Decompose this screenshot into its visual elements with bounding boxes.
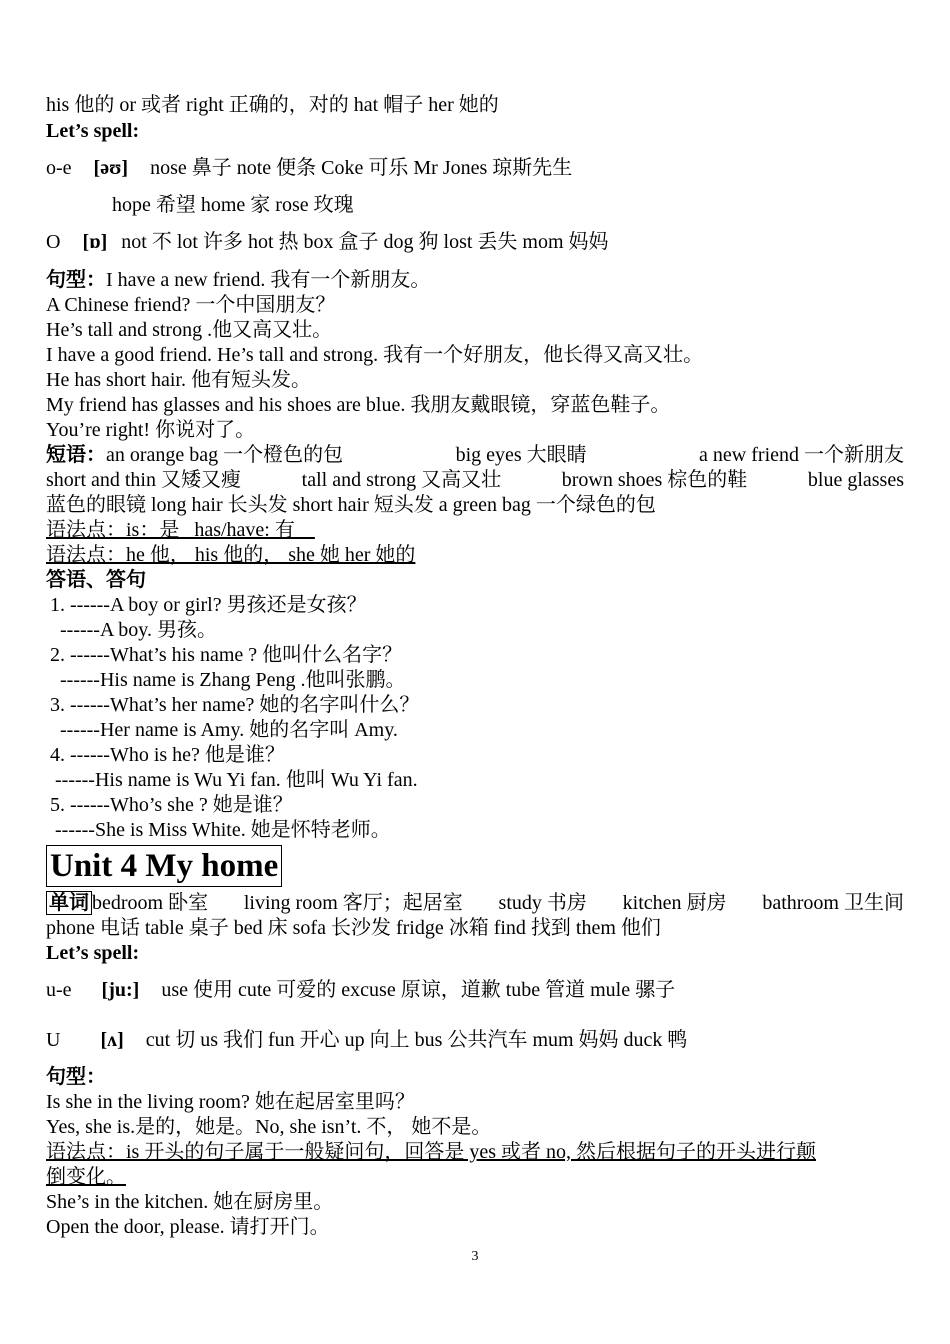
- phrase: big eyes 大眼睛: [455, 444, 587, 466]
- sentence: I have a new friend. 我有一个新朋友。: [106, 269, 431, 291]
- spell-label: o-e: [46, 157, 72, 179]
- lets-spell-heading: Let’s spell:: [46, 120, 140, 142]
- sentence: You’re right! 你说对了。: [46, 419, 256, 441]
- vocab-row: phone 电话 table 桌子 bed 床 sofa 长沙发 fridge 冰箱 find 找到 them 他们: [46, 917, 661, 939]
- grammar-point: 语法点：he 他， his 他的， she 她 her 她的: [46, 544, 416, 566]
- sentence-label: 句型：: [46, 269, 106, 291]
- sentence-row: [46, 268, 430, 293]
- qa-question: 5. ------Who’s she ? 她是谁？: [50, 794, 293, 816]
- vocab-item: bathroom 卫生间: [762, 892, 904, 914]
- phrase-row: 蓝色的眼镜 long hair 长头发 short hair 短头发 a green bag 一个绿色的包: [46, 494, 656, 516]
- spell-words: use 使用 cute 可爱的 excuse 原谅，道歉 tube 管道 mule 骡子: [161, 979, 676, 1001]
- grammar-point: 语法点：is 开头的句子属于一般疑问句，回答是 yes 或者 no, 然后根据句子的开头进行颠: [46, 1141, 816, 1163]
- qa-question: 2. ------What’s his name ? 他叫什么名字？: [50, 644, 403, 666]
- sentence: Open the door, please. 请打开门。: [46, 1216, 330, 1238]
- vocab-item: study 书房: [498, 892, 587, 914]
- spell-row-oe: [46, 156, 572, 181]
- phrase: a new friend 一个新朋友: [699, 444, 904, 466]
- qa-answer: ------Her name is Amy. 她的名字叫 Amy.: [60, 719, 398, 741]
- phonetic: [ʌ]: [100, 1029, 124, 1051]
- phrase-label: 短语：: [46, 444, 106, 466]
- phrase: an orange bag 一个橙色的包: [106, 444, 344, 466]
- spell-label: u-e: [46, 979, 72, 1001]
- lets-spell-heading: Let’s spell:: [46, 942, 140, 964]
- phonetic: [ju:]: [101, 979, 140, 1001]
- phrase-row: [46, 468, 904, 493]
- spell-label: O: [46, 231, 61, 253]
- unit-title: Unit 4 My home: [46, 845, 282, 887]
- spell-label: U: [46, 1029, 61, 1051]
- qa-answer: ------His name is Wu Yi fan. 他叫 Wu Yi fan.: [55, 769, 418, 791]
- phrase: brown shoes 棕色的鞋: [561, 469, 748, 491]
- phrase: tall and strong 又高又壮: [301, 469, 502, 491]
- sentence: He has short hair. 他有短头发。: [46, 369, 311, 391]
- spell-words-continued: hope 希望 home 家 rose 玫瑰: [112, 194, 354, 216]
- vocab-row: [46, 891, 904, 916]
- sentence-label: 句型：: [46, 1066, 106, 1088]
- sentence: My friend has glasses and his shoes are blue. 我朋友戴眼镜，穿蓝色鞋子。: [46, 394, 671, 416]
- qa-question: 1. ------A boy or girl? 男孩还是女孩？: [50, 594, 367, 616]
- qa-answer: ------She is Miss White. 她是怀特老师。: [55, 819, 391, 841]
- qa-heading: 答语、答句: [46, 569, 146, 591]
- sentence: Is she in the living room? 她在起居室里吗？: [46, 1091, 415, 1113]
- phrase: blue glasses: [807, 469, 904, 491]
- sentence: She’s in the kitchen. 她在厨房里。: [46, 1191, 334, 1213]
- sentence: Yes, she is.是的，她是。No, she isn’t. 不， 她不是。: [46, 1116, 492, 1138]
- spell-row-ue: [46, 978, 675, 1003]
- sentence: A Chinese friend? 一个中国朋友？: [46, 294, 336, 316]
- phonetic: [əʊ]: [93, 157, 129, 179]
- spell-row-u: [46, 1028, 687, 1053]
- qa-answer: ------His name is Zhang Peng .他叫张鹏。: [60, 669, 406, 691]
- phrase-row: [46, 443, 904, 468]
- grammar-point: 语法点：is：是 has/have: 有: [46, 519, 315, 541]
- spell-words: cut 切 us 我们 fun 开心 up 向上 bus 公共汽车 mum 妈妈 duck 鸭: [145, 1029, 688, 1051]
- sentence: I have a good friend. He’s tall and strong. 我有一个好朋友，他长得又高又壮。: [46, 344, 704, 366]
- qa-question: 3. ------What’s her name? 她的名字叫什么？: [50, 694, 420, 716]
- grammar-point-continued: 倒变化。: [46, 1166, 126, 1188]
- vocab-item: bedroom 卧室: [92, 892, 209, 914]
- phonetic: [ɒ]: [82, 231, 108, 253]
- vocab-line: his 他的 or 或者 right 正确的，对的 hat 帽子 her 她的: [46, 94, 499, 116]
- vocab-item: living room 客厅；起居室: [243, 892, 463, 914]
- spell-words: nose 鼻子 note 便条 Coke 可乐 Mr Jones 琼斯先生: [150, 157, 573, 179]
- spell-row-o: [46, 230, 609, 255]
- spell-words: not 不 lot 许多 hot 热 box 盒子 dog 狗 lost 丢失 mom 妈妈: [121, 231, 609, 253]
- phrase: short and thin 又矮又瘦: [46, 469, 241, 491]
- page-number: 3: [471, 1249, 479, 1264]
- vocab-label: 单词: [46, 891, 92, 915]
- qa-question: 4. ------Who is he? 他是谁？: [50, 744, 285, 766]
- vocab-item: kitchen 厨房: [622, 892, 727, 914]
- qa-answer: ------A boy. 男孩。: [60, 619, 218, 641]
- sentence: He’s tall and strong .他又高又壮。: [46, 319, 333, 341]
